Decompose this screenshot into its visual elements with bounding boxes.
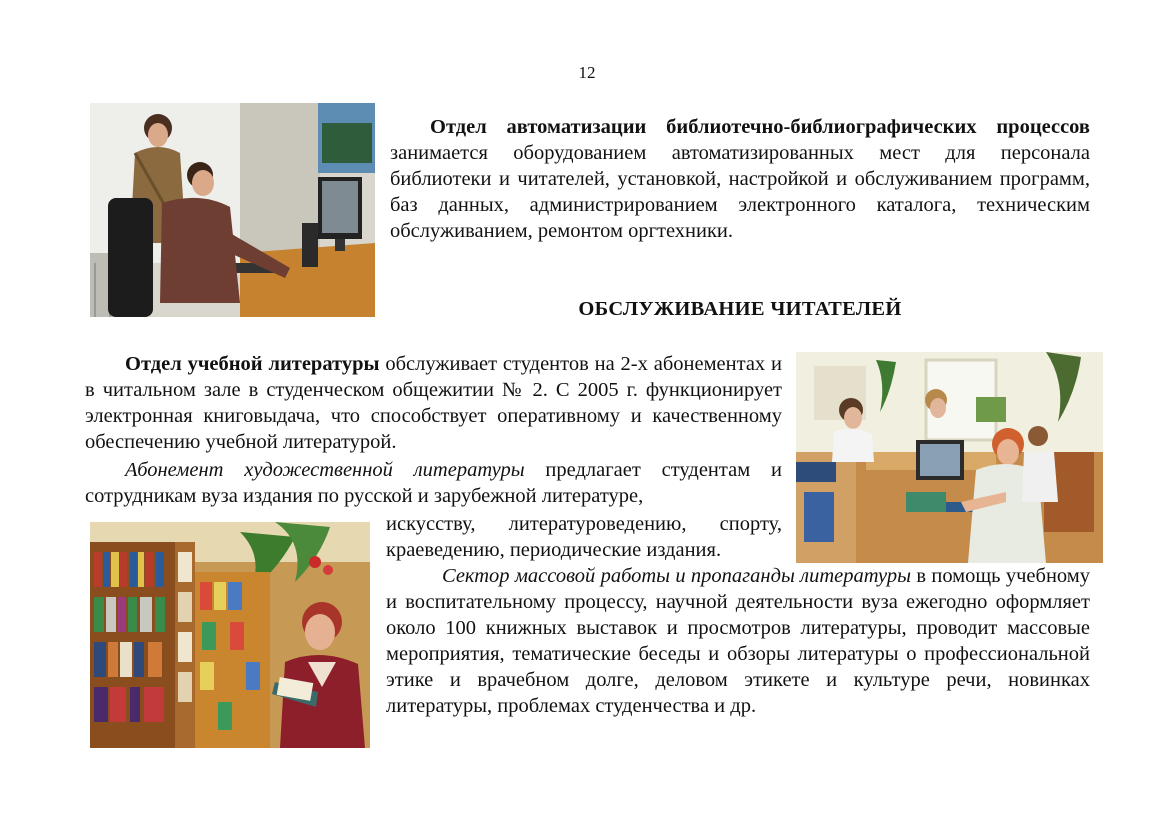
automation-title: Отдел автоматизации библиотечно-библиографических процессов: [430, 116, 1090, 138]
textbook-paragraph: [85, 351, 782, 455]
section-heading: ОБСЛУЖИВАНИЕ ЧИТАТЕЛЕЙ: [578, 298, 902, 320]
fiction-text-wide: предлагает студентам и сотрудникам вуза издания по русской и зарубежной литературе,: [85, 459, 782, 507]
fiction-text-narrow: искусству, литературоведению, спорту, краеведению, периодические издания.: [386, 513, 782, 561]
automation-paragraph: [390, 114, 1090, 244]
textbook-title: Отдел учебной литературы: [125, 353, 380, 375]
fiction-title: Абонемент художественной литературы: [125, 459, 525, 481]
mass-work-text: в помощь учебному и воспитательному процессу, научной деятельности вуза ежегодно оформляет около 100 книжных выставок и просмотров литературы, проводит массовые мероприятия, тематические беседы и обзоры литературы о профессиональной этике и врачебном долге, деловом этикете и культуре речи, новинках литературы, проблемах студенчества и др.: [386, 565, 1090, 717]
lending-desk-photo: [796, 352, 1103, 563]
librarian-photo: [90, 522, 370, 748]
automation-photo: [90, 103, 375, 317]
fiction-paragraph-narrow: [386, 511, 782, 563]
mass-work-title: Сектор массовой работы и пропаганды литературы: [442, 565, 912, 587]
textbook-text: обслуживает студентов на 2-х абонементах и в читальном зале в студенческом общежитии № 2. С 2005 г. функционирует электронная книговыдача, что способствует оперативному и качественному обеспечению учебной литературой.: [85, 353, 782, 453]
automation-text: занимается оборудованием автоматизированных мест для персонала библиотеки и читателей, установкой, настройкой и обслуживанием программ, баз данных, администрированием электронного каталога, техническим обслуживанием, ремонтом оргтехники.: [390, 142, 1090, 242]
fiction-paragraph-wide: [85, 457, 782, 509]
page-number: 12: [578, 63, 596, 82]
mass-work-paragraph: [386, 563, 1090, 719]
